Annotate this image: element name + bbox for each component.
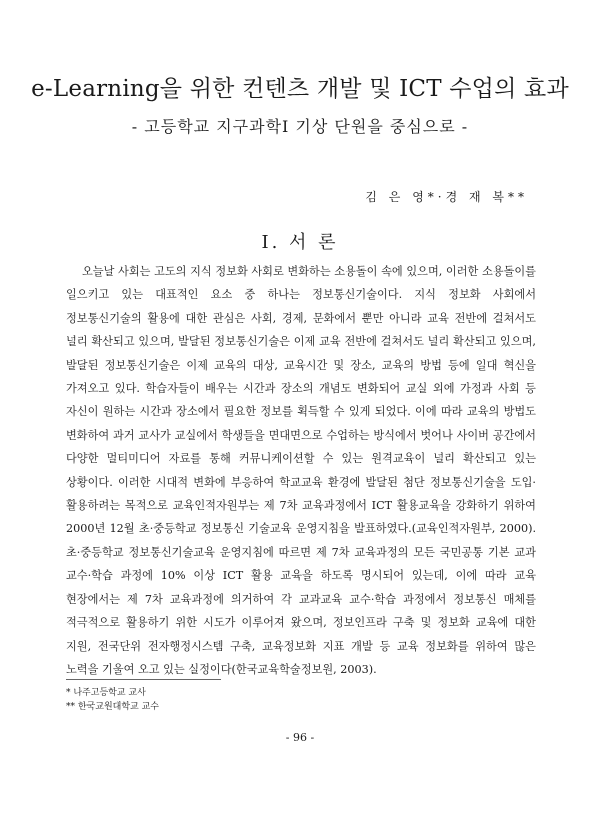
page-number: - 96 - (285, 731, 315, 744)
footnote-author-1: * 나주고등학교 교사 (66, 688, 146, 698)
footnote-author-2: ** 한국교원대학교 교수 (66, 702, 159, 712)
footnotes (66, 686, 159, 714)
section-heading-introduction: Ⅰ. 서 론 (261, 232, 339, 253)
introduction-paragraph: 오늘날 사회는 고도의 지식 정보화 사회로 변화하는 소용돌이 속에 있으며, 이러한 소용돌이를 일으키고 있는 대표적인 요소 중 하나는 정보통신기술이다. 지식 정보화 사회에서 정보통신기술의 활용에 대한 관심은 사회, 경제, 문화에서 뿐만 아니라 교육 전반에 걸쳐서도 널리 확산되고 있으며, 발달된 정보통신기술은 이제 교육 전반에 걸쳐서도 널리 확산되고 있으며, 발달된 정보통신기술은 이제 교육의 대상, 교육시간 및 장소, 교육의 방법 등에 일대 혁신을 가져오고 있다. 학습자들이 배우는 시간과 장소의 개념도 변화되어 교실 외에 가정과 사회 등 자신이 원하는 시간과 장소에서 필요한 정보를 획득할 수 있게 되었다. 이에 따라 교육의 방법도 변화하여 과거 교사가 교실에서 학생들을 면대면으로 수업하는 방식에서 벗어나 사이버 공간에서 다양한 멀티미디어 자료를 통해 커뮤니케이션할 수 있는 원격교육이 널리 확산되고 있는 상황이다. 이러한 시대적 변화에 부응하여 학교교육 환경에 발달된 첨단 정보통신기술을 도입·활용하려는 목적으로 교육인적자원부는 제 7차 교육과정에서 ICT 활용교육을 강화하기 위하여 2000년 12월 초·중등학교 정보통신 기술교육 운영지침을 발표하였다.(교육인적자원부, 2000). 초·중등학교 정보통신기술교육 운영지침에 따르면 제 7차 교육과정의 모든 국민공통 기본 교과 교수·학습 과정에 10% 이상 ICT 활용 교육을 하도록 명시되어 있는데, 이에 따라 교육 현장에서는 제 7차 교육과정에 의거하여 각 교과교육 교수·학습 과정에서 정보통신 매체를 적극적으로 활용하기 위한 시도가 이루어져 왔으며, 정보인프라 구축 및 정보화 교육에 대한 지원, 전국단위 전자행정시스템 구축, 교육정보화 지표 개발 등 교육 정보화를 위하여 많은 노력을 기울여 오고 있는 실정이다(한국교육학술정보원, 2003). (66, 265, 536, 676)
footnote-divider (66, 679, 221, 680)
author-line: 김 은 영*·경 재 복** (365, 190, 528, 204)
paper-subtitle: - 고등학교 지구과학I 기상 단원을 중심으로 - (131, 117, 469, 136)
paper-title: e-Learning을 위한 컨텐츠 개발 및 ICT 수업의 효과 (31, 76, 569, 102)
